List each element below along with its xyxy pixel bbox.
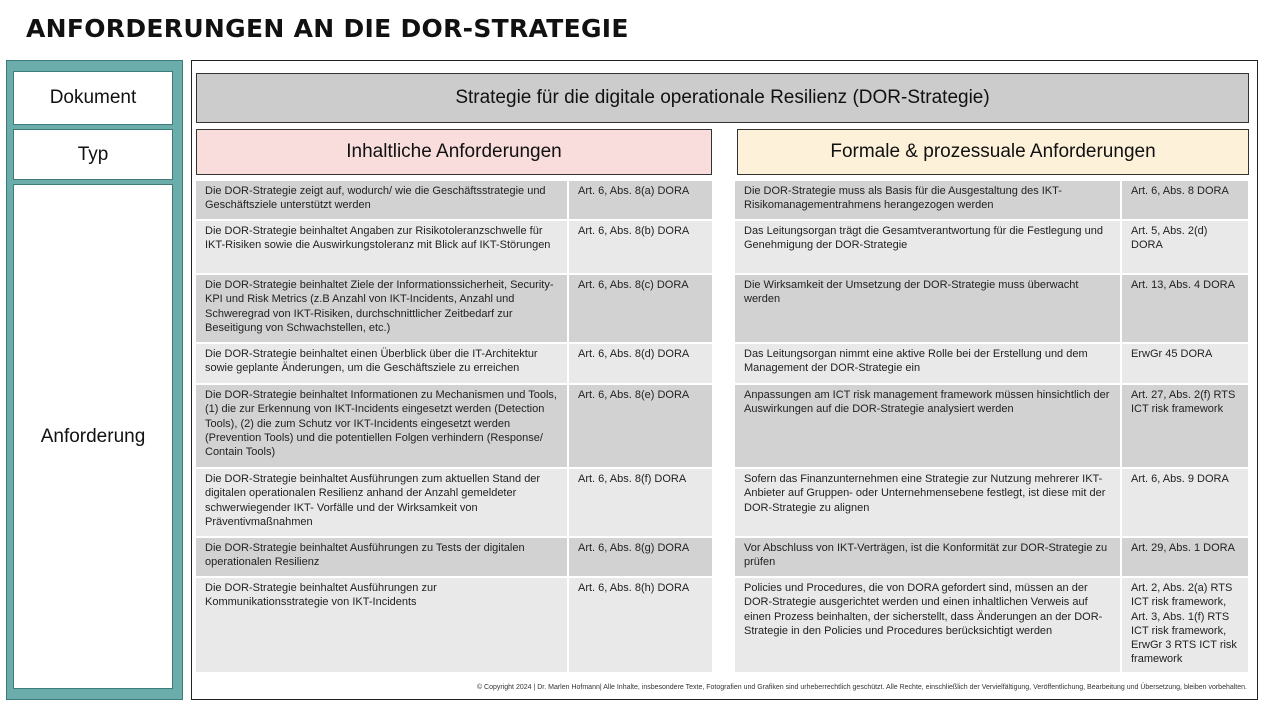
requirement-reference: Art. 6, Abs. 8 DORA [1122,181,1248,219]
table-row [735,221,1248,275]
side-label-typ: Typ [13,129,173,180]
requirement-text: Policies und Procedures, die von DORA gefordert sind, müssen an der DOR-Strategie ausgerichtet werden und einen inhaltlichen Verweis auf einen Prozess beinhalten, der sicherstellt, dass Änderungen an der DOR-Strategie in den Policies und Procedures berücksichtigt werden [735,578,1122,672]
table-row [196,469,712,538]
document-header: Strategie für die digitale operationale Resilienz (DOR-Strategie) [196,73,1249,123]
requirement-reference: Art. 6, Abs. 8(b) DORA [569,221,712,273]
right-requirements-table [735,181,1248,674]
requirement-reference: Art. 2, Abs. 2(a) RTS ICT risk framework, Art. 3, Abs. 1(f) RTS ICT risk framework, ErwGr 3 RTS ICT risk framework [1122,578,1248,672]
requirement-text: Die DOR-Strategie beinhaltet Ziele der Informationssicherheit, Security-KPI und Risk Metrics (z.B Anzahl von IKT-Incidents, Anzahl und Schweregrad von IKT-Risiken, durchschnittlicher Zeitbedarf zur Beseitigung von Schwachstellen, etc.) [196,275,569,342]
requirement-text: Das Leitungsorgan trägt die Gesamtverantwortung für die Festlegung und Genehmigung der DOR-Strategie [735,221,1122,273]
requirement-text: Die DOR-Strategie beinhaltet einen Überblick über die IT-Architektur sowie geplante Änderungen, um die Geschäftsziele zu erreichen [196,344,569,383]
requirement-reference: Art. 6, Abs. 8(d) DORA [569,344,712,383]
page-title: ANFORDERUNGEN AN DIE DOR-STRATEGIE [26,14,629,43]
table-row [735,385,1248,469]
table-row [196,181,712,221]
type-formal: Formale & prozessuale Anforderungen [737,129,1249,175]
type-inhaltlich: Inhaltliche Anforderungen [196,129,712,175]
requirement-text: Sofern das Finanzunternehmen eine Strategie zur Nutzung mehrerer IKT-Anbieter auf Gruppen- oder Unternehmensebene festlegt, ist diese mit der DOR-Strategie zu alignen [735,469,1122,536]
table-row [735,538,1248,578]
requirement-reference: Art. 6, Abs. 8(e) DORA [569,385,712,467]
requirement-text: Die DOR-Strategie beinhaltet Ausführungen zur Kommunikationsstrategie von IKT-Incidents [196,578,569,672]
requirement-reference: Art. 6, Abs. 8(g) DORA [569,538,712,576]
table-row [196,578,712,674]
table-row [196,385,712,469]
requirement-reference: Art. 27, Abs. 2(f) RTS ICT risk framework [1122,385,1248,467]
table-row [735,344,1248,385]
requirement-text: Die DOR-Strategie beinhaltet Ausführungen zu Tests der digitalen operationalen Resilienz [196,538,569,576]
side-label-dokument: Dokument [13,71,173,125]
requirement-text: Die DOR-Strategie beinhaltet Angaben zur Risikotoleranzschwelle für IKT-Risiken sowie die Auswirkungstoleranz mit Blick auf IKT-Störungen [196,221,569,273]
requirement-reference: Art. 6, Abs. 8(h) DORA [569,578,712,672]
requirement-text: Die Wirksamkeit der Umsetzung der DOR-Strategie muss überwacht werden [735,275,1122,342]
requirement-reference: Art. 6, Abs. 8(c) DORA [569,275,712,342]
requirement-text: Die DOR-Strategie beinhaltet Informationen zu Mechanismen und Tools, (1) die zur Erkennung von IKT-Incidents eingesetzt werden (Detection Tools), (2) die zum Schutz vor IKT-Incidents eingesetzt werden (Prevention Tools) und die potentiellen Folgen verhindern (Response/ Contain Tools) [196,385,569,467]
requirement-reference: Art. 6, Abs. 8(a) DORA [569,181,712,219]
requirement-reference: Art. 5, Abs. 2(d) DORA [1122,221,1248,273]
table-row [196,221,712,275]
requirement-text: Das Leitungsorgan nimmt eine aktive Rolle bei der Erstellung und dem Management der DOR-Strategie ein [735,344,1122,383]
table-row [196,275,712,344]
requirement-reference: Art. 6, Abs. 8(f) DORA [569,469,712,536]
table-row [735,181,1248,221]
left-requirements-table [196,181,712,674]
requirement-reference: Art. 13, Abs. 4 DORA [1122,275,1248,342]
requirement-text: Die DOR-Strategie beinhaltet Ausführungen zum aktuellen Stand der digitalen operationalen Resilienz anhand der Anzahl gemeldeter schwerwiegender IKT- Vorfälle und der Wirksamkeit von Präventivmaßnahmen [196,469,569,536]
requirement-text: Vor Abschluss von IKT-Verträgen, ist die Konformität zur DOR-Strategie zu prüfen [735,538,1122,576]
requirement-reference: ErwGr 45 DORA [1122,344,1248,383]
requirement-text: Die DOR-Strategie zeigt auf, wodurch/ wie die Geschäftsstrategie und Geschäftsziele unterstützt werden [196,181,569,219]
table-row [735,578,1248,674]
requirement-reference: Art. 6, Abs. 9 DORA [1122,469,1248,536]
requirement-reference: Art. 29, Abs. 1 DORA [1122,538,1248,576]
table-row [196,538,712,578]
table-row [735,469,1248,538]
side-label-anforderung: Anforderung [13,184,173,689]
requirement-text: Anpassungen am ICT risk management framework müssen hinsichtlich der Auswirkungen auf die DOR-Strategie analysiert werden [735,385,1122,467]
requirement-text: Die DOR-Strategie muss als Basis für die Ausgestaltung des IKT-Risikomanagementrahmens herangezogen werden [735,181,1122,219]
table-row [196,344,712,385]
table-row [735,275,1248,344]
copyright-notice: © Copyright 2024 | Dr. Marlen Hofmann| Alle Inhalte, insbesondere Texte, Fotografien und Grafiken sind urheberrechtlich geschützt. Alle Rechte, einschließlich der Vervielfältigung, Veröffentlichung, Bearbeitung und Übersetzung, bleiben vorbehalten. [476,684,1247,691]
